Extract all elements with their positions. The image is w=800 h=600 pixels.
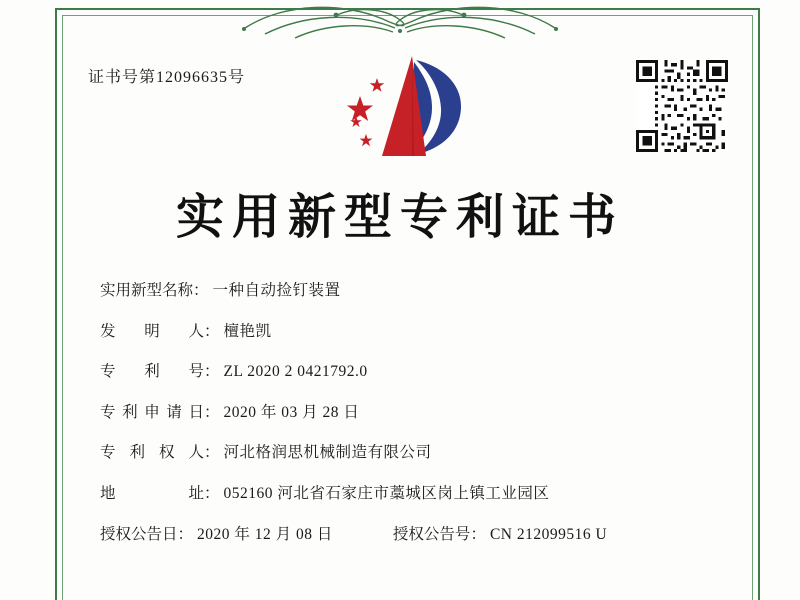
- field-label-patentee: 专利权人: [100, 444, 204, 462]
- field-colon-4: ：: [204, 444, 220, 462]
- field-row-patentee: [100, 444, 720, 463]
- certificate-fields: [100, 282, 720, 544]
- qr-code-icon: [636, 60, 728, 152]
- field-row-patent-number: [100, 363, 720, 382]
- field-value-grant-number: CN 212099516 U: [489, 525, 608, 543]
- field-row-address: [100, 485, 720, 504]
- field-colon-2: ：: [204, 363, 220, 381]
- field-colon-0: ：: [193, 282, 209, 299]
- field-value-patentee: 河北格润思机械制造有限公司: [223, 444, 432, 462]
- field-label-grant-date: 授权公告日: [100, 525, 178, 543]
- field-colon-grant-date: ：: [177, 525, 194, 543]
- field-value-utility-model-name: 一种自动捡钉装置: [212, 282, 341, 299]
- certificate-number: 证书号第12096635号: [88, 69, 246, 86]
- field-value-application-date: 2020 年 03 月 28 日: [223, 403, 360, 421]
- field-label-grant-number: 授权公告号: [392, 525, 471, 543]
- field-label-address: 地址: [100, 484, 204, 502]
- field-value-inventor: 檀艳凯: [223, 322, 272, 340]
- field-label-inventor: 发明人: [100, 322, 204, 340]
- field-value-address: 052160 河北省石家庄市藁城区岗上镇工业园区: [223, 484, 550, 502]
- cnipa-emblem-icon: [330, 50, 480, 165]
- field-colon-3: ：: [204, 403, 220, 421]
- field-row-application-date: [100, 404, 720, 423]
- field-row-inventor: [100, 323, 720, 342]
- field-colon-1: ：: [204, 322, 220, 340]
- field-row-utility-model-name: [100, 282, 720, 301]
- field-value-patent-number: ZL 2020 2 0421792.0: [223, 363, 368, 381]
- field-value-grant-date: 2020 年 12 月 08 日: [197, 525, 333, 543]
- field-label-patent-number: 专利号: [100, 363, 204, 381]
- grant-number-group: [393, 526, 607, 545]
- field-label-application-date: 专利申请日: [100, 403, 204, 421]
- field-colon-5: ：: [204, 484, 220, 502]
- field-colon-grant-number: ：: [470, 525, 486, 543]
- field-label-utility-model-name: 实用新型名称: [100, 282, 194, 299]
- field-row-grant-info: [100, 526, 720, 545]
- page-title: 实用新型专利证书: [175, 191, 624, 244]
